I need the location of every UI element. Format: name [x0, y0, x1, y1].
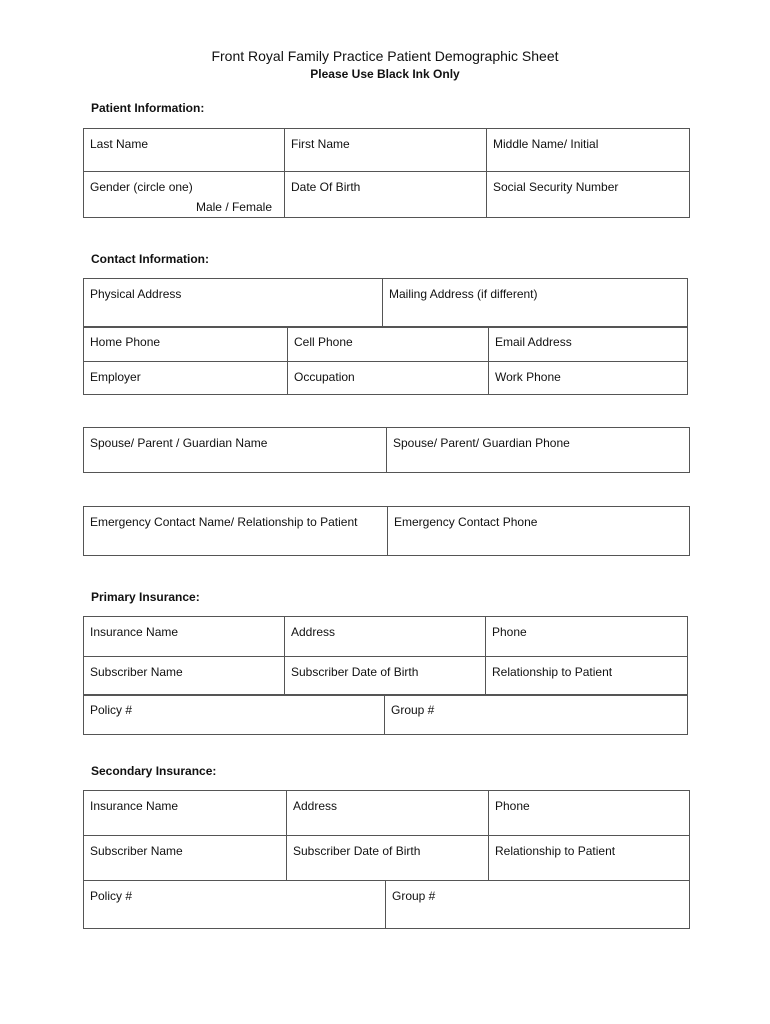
mailing-address-label: Mailing Address (if different) [389, 287, 538, 301]
cell-phone-field[interactable] [288, 327, 489, 362]
primary-phone-label: Phone [492, 625, 527, 639]
secondary-policy-field[interactable] [84, 881, 386, 929]
secondary-insurance-name-field[interactable] [84, 791, 287, 836]
secondary-phone-label: Phone [495, 799, 530, 813]
emergency-phone-label: Emergency Contact Phone [394, 515, 538, 529]
secondary-insurance-name-label: Insurance Name [90, 799, 179, 813]
primary-insurance-name-label: Insurance Name [90, 625, 179, 639]
home-phone-field[interactable] [84, 327, 288, 362]
mailing-address-field[interactable] [383, 279, 688, 328]
secondary-insurance-heading: Secondary Insurance: [91, 764, 217, 778]
secondary-subscriber-dob-label: Subscriber Date of Birth [293, 844, 421, 858]
patient-info-heading: Patient Information: [91, 101, 205, 115]
secondary-address-field[interactable] [287, 791, 489, 836]
primary-group-label: Group # [391, 703, 435, 717]
primary-policy-table [83, 694, 688, 735]
primary-insurance-name-field[interactable] [84, 617, 285, 657]
dob-field[interactable] [285, 172, 487, 218]
primary-relationship-field[interactable] [486, 657, 688, 696]
physical-address-label: Physical Address [90, 287, 182, 301]
occupation-label: Occupation [294, 370, 355, 384]
contact-info-heading: Contact Information: [91, 252, 209, 266]
secondary-subscriber-name-field[interactable] [84, 836, 287, 881]
first-name-field[interactable] [285, 129, 487, 172]
secondary-subscriber-dob-field[interactable] [287, 836, 489, 881]
last-name-label: Last Name [90, 137, 149, 151]
employer-field[interactable] [84, 362, 288, 395]
emergency-phone-field[interactable] [388, 507, 690, 556]
form-subtitle: Please Use Black Ink Only [310, 67, 460, 81]
middle-name-label: Middle Name/ Initial [493, 137, 599, 151]
home-phone-label: Home Phone [90, 335, 161, 349]
gender-options[interactable]: Male / Female [195, 200, 272, 214]
emergency-name-field[interactable] [84, 507, 388, 556]
first-name-label: First Name [291, 137, 350, 151]
secondary-relationship-field[interactable] [489, 836, 690, 881]
primary-policy-field[interactable] [84, 695, 385, 735]
primary-subscriber-dob-label: Subscriber Date of Birth [291, 665, 419, 679]
primary-insurance-heading: Primary Insurance: [91, 590, 200, 604]
physical-address-field[interactable] [84, 279, 383, 328]
guardian-phone-field[interactable] [387, 428, 690, 473]
middle-name-field[interactable] [487, 129, 690, 172]
last-name-field[interactable] [84, 129, 285, 172]
primary-policy-label: Policy # [90, 703, 133, 717]
secondary-group-label: Group # [392, 889, 436, 903]
employer-label: Employer [90, 370, 141, 384]
ssn-field[interactable] [487, 172, 690, 218]
secondary-policy-table [83, 880, 690, 929]
guardian-name-field[interactable] [84, 428, 387, 473]
primary-address-label: Address [291, 625, 336, 639]
emergency-name-label: Emergency Contact Name/ Relationship to Patient [90, 515, 358, 529]
dob-label: Date Of Birth [291, 180, 361, 194]
emergency-table [83, 506, 690, 556]
primary-address-field[interactable] [285, 617, 486, 657]
primary-subscriber-name-label: Subscriber Name [90, 665, 183, 679]
work-phone-field[interactable] [489, 362, 688, 395]
gender-label: Gender (circle one) [90, 180, 193, 194]
secondary-group-field[interactable] [386, 881, 690, 929]
primary-insurance-table [83, 616, 688, 696]
secondary-phone-field[interactable] [489, 791, 690, 836]
secondary-address-label: Address [293, 799, 338, 813]
primary-group-field[interactable] [385, 695, 688, 735]
ssn-label: Social Security Number [493, 180, 619, 194]
cell-phone-label: Cell Phone [294, 335, 353, 349]
work-phone-label: Work Phone [495, 370, 561, 384]
primary-relationship-label: Relationship to Patient [492, 665, 613, 679]
email-label: Email Address [495, 335, 572, 349]
occupation-field[interactable] [288, 362, 489, 395]
gender-field[interactable] [84, 172, 285, 218]
secondary-insurance-table [83, 790, 690, 881]
contact-address-table [83, 278, 688, 328]
patient-info-table [83, 128, 690, 218]
secondary-subscriber-name-label: Subscriber Name [90, 844, 183, 858]
primary-subscriber-name-field[interactable] [84, 657, 285, 696]
secondary-policy-label: Policy # [90, 889, 133, 903]
guardian-phone-label: Spouse/ Parent/ Guardian Phone [393, 436, 570, 450]
guardian-name-label: Spouse/ Parent / Guardian Name [90, 436, 268, 450]
contact-phone-table [83, 326, 688, 395]
primary-subscriber-dob-field[interactable] [285, 657, 486, 696]
guardian-table [83, 427, 690, 473]
email-field[interactable] [489, 327, 688, 362]
primary-phone-field[interactable] [486, 617, 688, 657]
secondary-relationship-label: Relationship to Patient [495, 844, 616, 858]
form-title: Front Royal Family Practice Patient Demographic Sheet [211, 48, 559, 64]
